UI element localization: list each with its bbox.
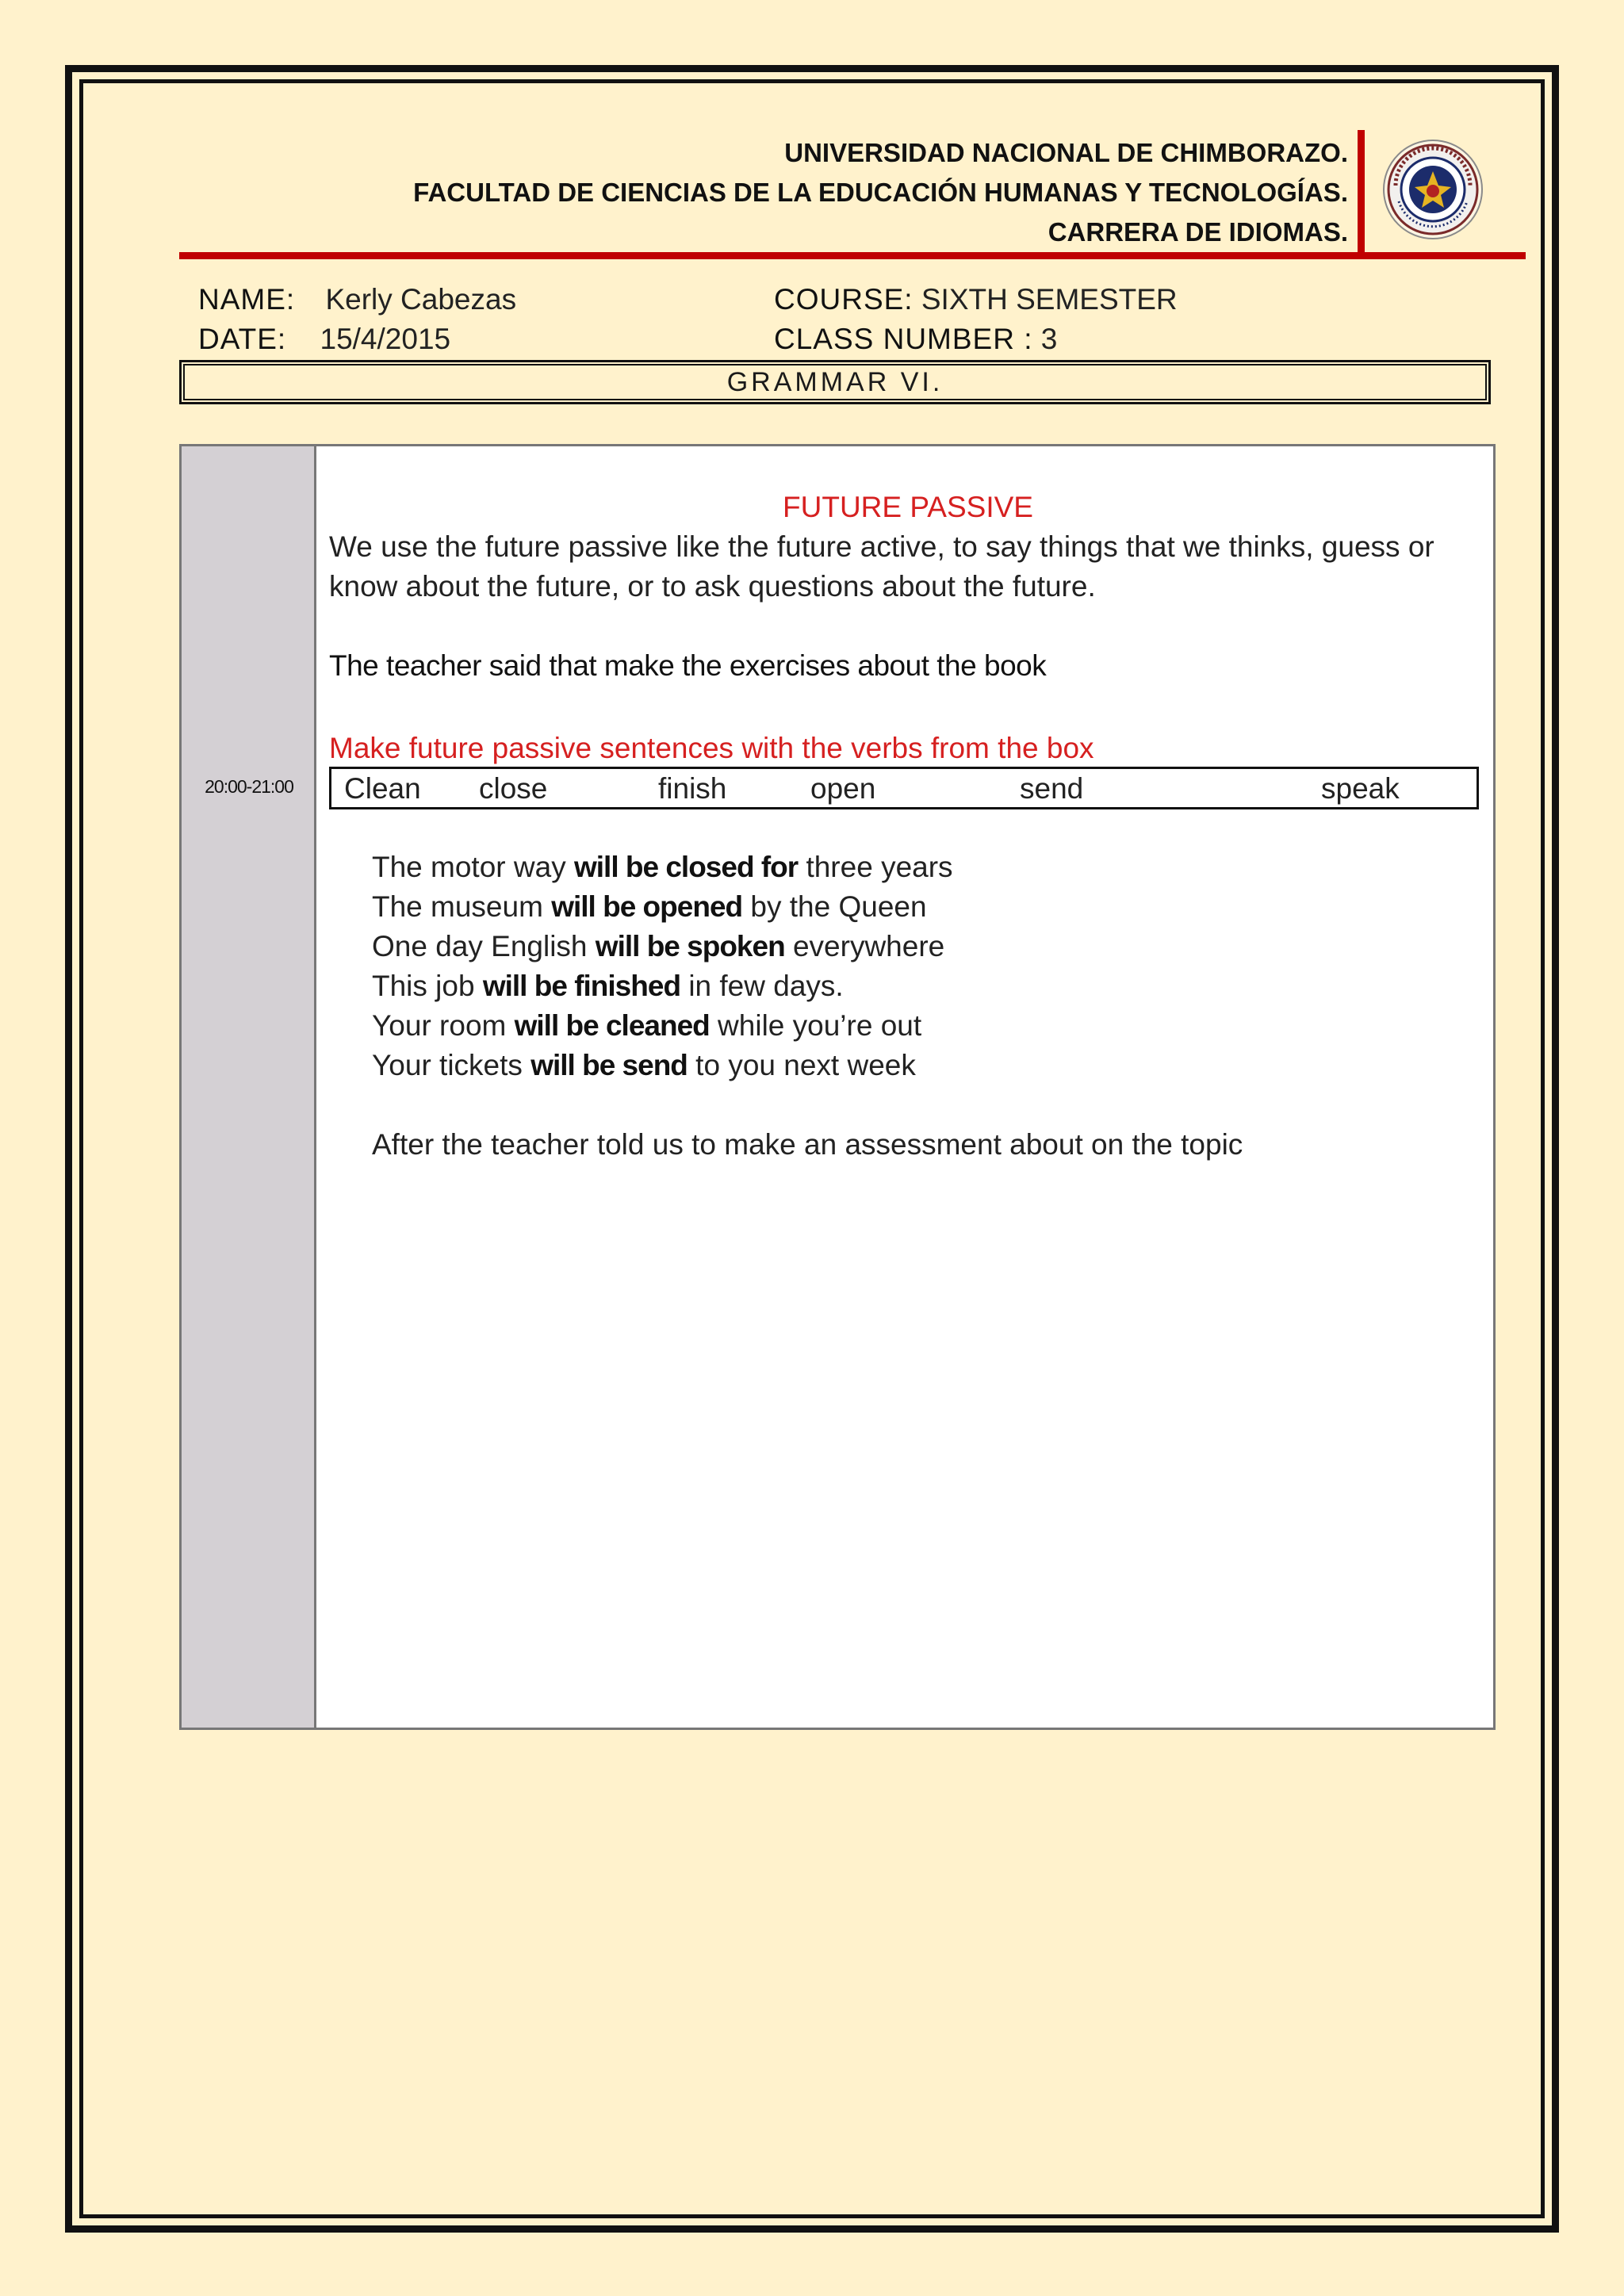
time-slot: 20:00-21:00 xyxy=(205,776,293,797)
lesson-title: FUTURE PASSIVE xyxy=(783,491,1033,523)
sentence-end: in few days. xyxy=(680,970,844,1002)
course-value: SIXTH SEMESTER xyxy=(921,283,1178,316)
passive-verb: will be closed for xyxy=(573,851,799,883)
verb-item: speak xyxy=(1321,772,1400,805)
sentence-row xyxy=(372,1006,953,1046)
university-seal-logo xyxy=(1381,138,1484,241)
sentence-end: while you’re out xyxy=(709,1009,922,1042)
verb-item: open xyxy=(810,772,876,805)
subject-title: GRAMMAR VI. xyxy=(183,364,1487,400)
verb-item: Clean xyxy=(344,772,421,805)
passive-verb: will be finished xyxy=(482,970,681,1002)
class-number-field xyxy=(774,320,1057,359)
sentence-start: The motor way xyxy=(372,851,574,883)
passive-verb: will be send xyxy=(530,1049,688,1081)
verb-item: send xyxy=(1020,772,1084,805)
verb-item: finish xyxy=(658,772,727,805)
class-number-value: 3 xyxy=(1040,323,1058,355)
closing-note: After the teacher told us to make an assessment about on the topic xyxy=(372,1128,1243,1161)
verb-box xyxy=(329,767,1479,809)
sentence-row xyxy=(372,848,953,887)
course-field xyxy=(774,280,1178,320)
passive-verb: will be opened xyxy=(551,890,743,923)
exercise-instruction: Make future passive sentences with the verbs from the box xyxy=(329,732,1094,764)
intro-line-1: We use the future passive like the future active, to say things that we thinks, guess or xyxy=(329,530,1434,563)
header-red-rule xyxy=(179,252,1526,259)
sentence-start: One day English xyxy=(372,930,596,962)
sentence-row xyxy=(372,887,953,927)
lesson-intro xyxy=(329,527,1455,607)
teacher-note: The teacher said that make the exercises about the book xyxy=(329,649,1047,682)
lesson-table xyxy=(179,444,1496,1730)
course-label: COURSE: xyxy=(774,283,914,316)
answer-sentences xyxy=(372,848,953,1085)
sentence-end: to you next week xyxy=(687,1049,916,1081)
name-label: NAME: xyxy=(198,283,296,316)
faculty-name: FACULTAD DE CIENCIAS DE LA EDUCACIÓN HUMANAS Y TECNOLOGÍAS. xyxy=(413,178,1348,207)
university-name: UNIVERSIDAD NACIONAL DE CHIMBORAZO. xyxy=(784,138,1348,167)
time-column xyxy=(182,446,316,1728)
date-field xyxy=(198,320,450,359)
name-value: Kerly Cabezas xyxy=(325,283,517,316)
header-red-divider xyxy=(1358,130,1365,257)
sentence-row xyxy=(372,927,953,966)
sentence-start: The museum xyxy=(372,890,552,923)
sentence-start: Your room xyxy=(372,1009,515,1042)
passive-verb: will be cleaned xyxy=(514,1009,710,1042)
institution-header xyxy=(413,133,1348,252)
passive-verb: will be spoken xyxy=(595,930,785,962)
sentence-end: by the Queen xyxy=(742,890,927,923)
sentence-start: This job xyxy=(372,970,483,1002)
sentence-row xyxy=(372,966,953,1006)
verb-item: close xyxy=(479,772,548,805)
class-number-label: CLASS NUMBER : xyxy=(774,323,1033,355)
sentence-start: Your tickets xyxy=(372,1049,531,1081)
intro-line-2: know about the future, or to ask questions about the future. xyxy=(329,570,1096,603)
sentence-end: everywhere xyxy=(784,930,945,962)
career-name: CARRERA DE IDIOMAS. xyxy=(1048,217,1348,247)
date-label: DATE: xyxy=(198,323,287,355)
sentence-end: three years xyxy=(798,851,953,883)
name-field xyxy=(198,280,516,320)
subject-banner xyxy=(179,360,1491,404)
sentence-row xyxy=(372,1046,953,1085)
date-value: 15/4/2015 xyxy=(320,323,451,355)
lesson-content xyxy=(329,446,1487,1728)
